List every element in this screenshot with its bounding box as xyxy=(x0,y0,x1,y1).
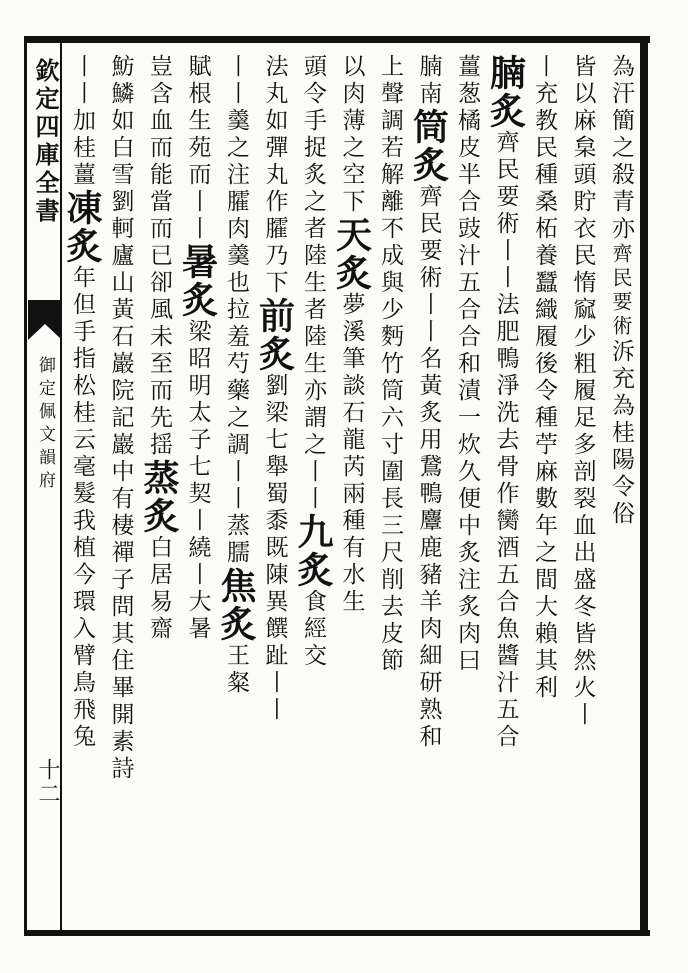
text-segment: 注 xyxy=(454,567,480,594)
headword: 炙 xyxy=(61,227,103,265)
headword: 炙 xyxy=(253,335,296,373)
headword: 炙 xyxy=(484,92,527,130)
headword: 前 xyxy=(253,297,296,335)
headword: 炙 xyxy=(138,497,180,535)
text-segment: 薑葱橘皮半合豉汁五合合和漬一炊久便中炙 xyxy=(454,54,480,567)
page-number: 十二 xyxy=(35,758,60,806)
text-segment: 趾丨丨 xyxy=(261,643,288,724)
headword: 炙 xyxy=(215,605,257,643)
frame-bottom-border xyxy=(24,930,650,936)
text-column xyxy=(484,54,527,924)
text-segment: 齊民要術丨丨名黃炙用鵞鴨麞鹿豬羊肉細研熟和 xyxy=(415,184,442,751)
text-column xyxy=(371,54,409,924)
volume-title: 御定佩文韻府 xyxy=(35,356,55,494)
text-column xyxy=(448,54,486,924)
text-segment: 丨丨加桂薑 xyxy=(69,54,95,189)
text-segment: 丨丨羹之注臛肉羹也 xyxy=(223,54,249,297)
text-column xyxy=(102,54,140,924)
text-segment: 而已卻風未至而先揺 xyxy=(146,216,172,459)
headword: 炙 xyxy=(292,551,334,589)
text-segment: 豈含血而能當 xyxy=(146,54,172,216)
text-segment: 以肉薄之空下 xyxy=(338,54,365,216)
text-column xyxy=(602,54,640,924)
headword: 焦 xyxy=(215,567,257,605)
text-column xyxy=(330,54,373,924)
text-column xyxy=(176,54,219,924)
text-segment: 法丸如彈丸作臛乃下 xyxy=(261,54,288,297)
text-segment: 腩南 xyxy=(415,54,442,108)
fishtail-mark-icon xyxy=(28,300,62,340)
margin-column xyxy=(28,48,60,928)
headword: 炙 xyxy=(176,281,219,319)
text-segment: 劉梁七舉蜀黍既陳異饌 xyxy=(261,373,288,643)
text-column xyxy=(217,54,255,924)
text-segment: 大暑 xyxy=(184,589,211,643)
text-column xyxy=(407,54,450,924)
text-segment: 上聲 xyxy=(377,54,403,108)
text-segment: 齊民要術 xyxy=(609,243,633,339)
book-title: 欽定四庫全書 xyxy=(31,58,60,226)
headword: 天 xyxy=(330,216,373,254)
text-segment: 賦根生苑而丨丨 xyxy=(184,54,211,243)
text-column xyxy=(140,54,178,924)
headword: 炙 xyxy=(330,254,373,292)
text-segment: 畢開素詩 xyxy=(107,675,134,783)
text-segment: 梁昭明太子七契丨繞丨 xyxy=(184,319,211,589)
text-column xyxy=(564,54,602,924)
text-segment: 年但手指松桂云毫髮我植今環入臂鳥飛兔 xyxy=(69,265,95,751)
text-segment: 劉軻廬山黃石巖院記巖中有棲禪子問其住 xyxy=(107,189,134,675)
text-segment: 丨充教民種桑柘養蠶織履後令種苧麻數年之間大賴其利 xyxy=(531,54,557,702)
text-segment: 頭令手捉炙之 xyxy=(300,54,326,216)
text-segment: 食經交 xyxy=(300,589,326,670)
text-segment: 者陸生者陸生亦謂之丨丨 xyxy=(300,216,326,513)
text-segment: 拉羞芍藥之調丨丨蒸臑 xyxy=(223,297,249,567)
headword: 凍 xyxy=(61,189,103,227)
text-segment: 齊民要術丨丨法肥鴨淨洗去骨作臠酒五合魚醬汁五合 xyxy=(492,130,519,751)
text-column xyxy=(525,54,563,924)
headword: 炙 xyxy=(407,146,450,184)
text-column xyxy=(253,54,296,924)
text-segment: 丨 xyxy=(569,702,596,729)
text-segment: 白居易齋 xyxy=(146,535,172,643)
headword: 暑 xyxy=(176,243,219,281)
text-segment: 泝充為桂陽令俗 xyxy=(608,339,634,528)
text-segment: 皆以麻枲頭貯衣民惰窳少粗履足多剖裂血出盛冬皆然火 xyxy=(569,54,596,702)
headword: 蒸 xyxy=(138,459,180,497)
text-segment: 為汗簡 xyxy=(608,54,634,135)
frame-right-border xyxy=(640,36,648,936)
text-column xyxy=(63,54,101,924)
text-segment: 炙肉曰 xyxy=(454,594,480,675)
headword: 九 xyxy=(292,513,334,551)
frame-top-border xyxy=(24,36,650,43)
text-segment: 魴鱗如白雪 xyxy=(107,54,134,189)
text-segment: 夢溪筆談石龍芮兩種有水生 xyxy=(338,292,365,616)
text-segment: 王粲 xyxy=(223,643,249,697)
frame-left-border xyxy=(24,36,27,936)
text-column xyxy=(294,54,332,924)
text-segment: 之殺青亦 xyxy=(608,135,634,243)
headword: 腩 xyxy=(484,54,527,92)
text-segment: 調若解離不成與少麪竹筒六寸圍長三尺削去皮節 xyxy=(377,108,403,675)
headword: 筒 xyxy=(407,108,450,146)
